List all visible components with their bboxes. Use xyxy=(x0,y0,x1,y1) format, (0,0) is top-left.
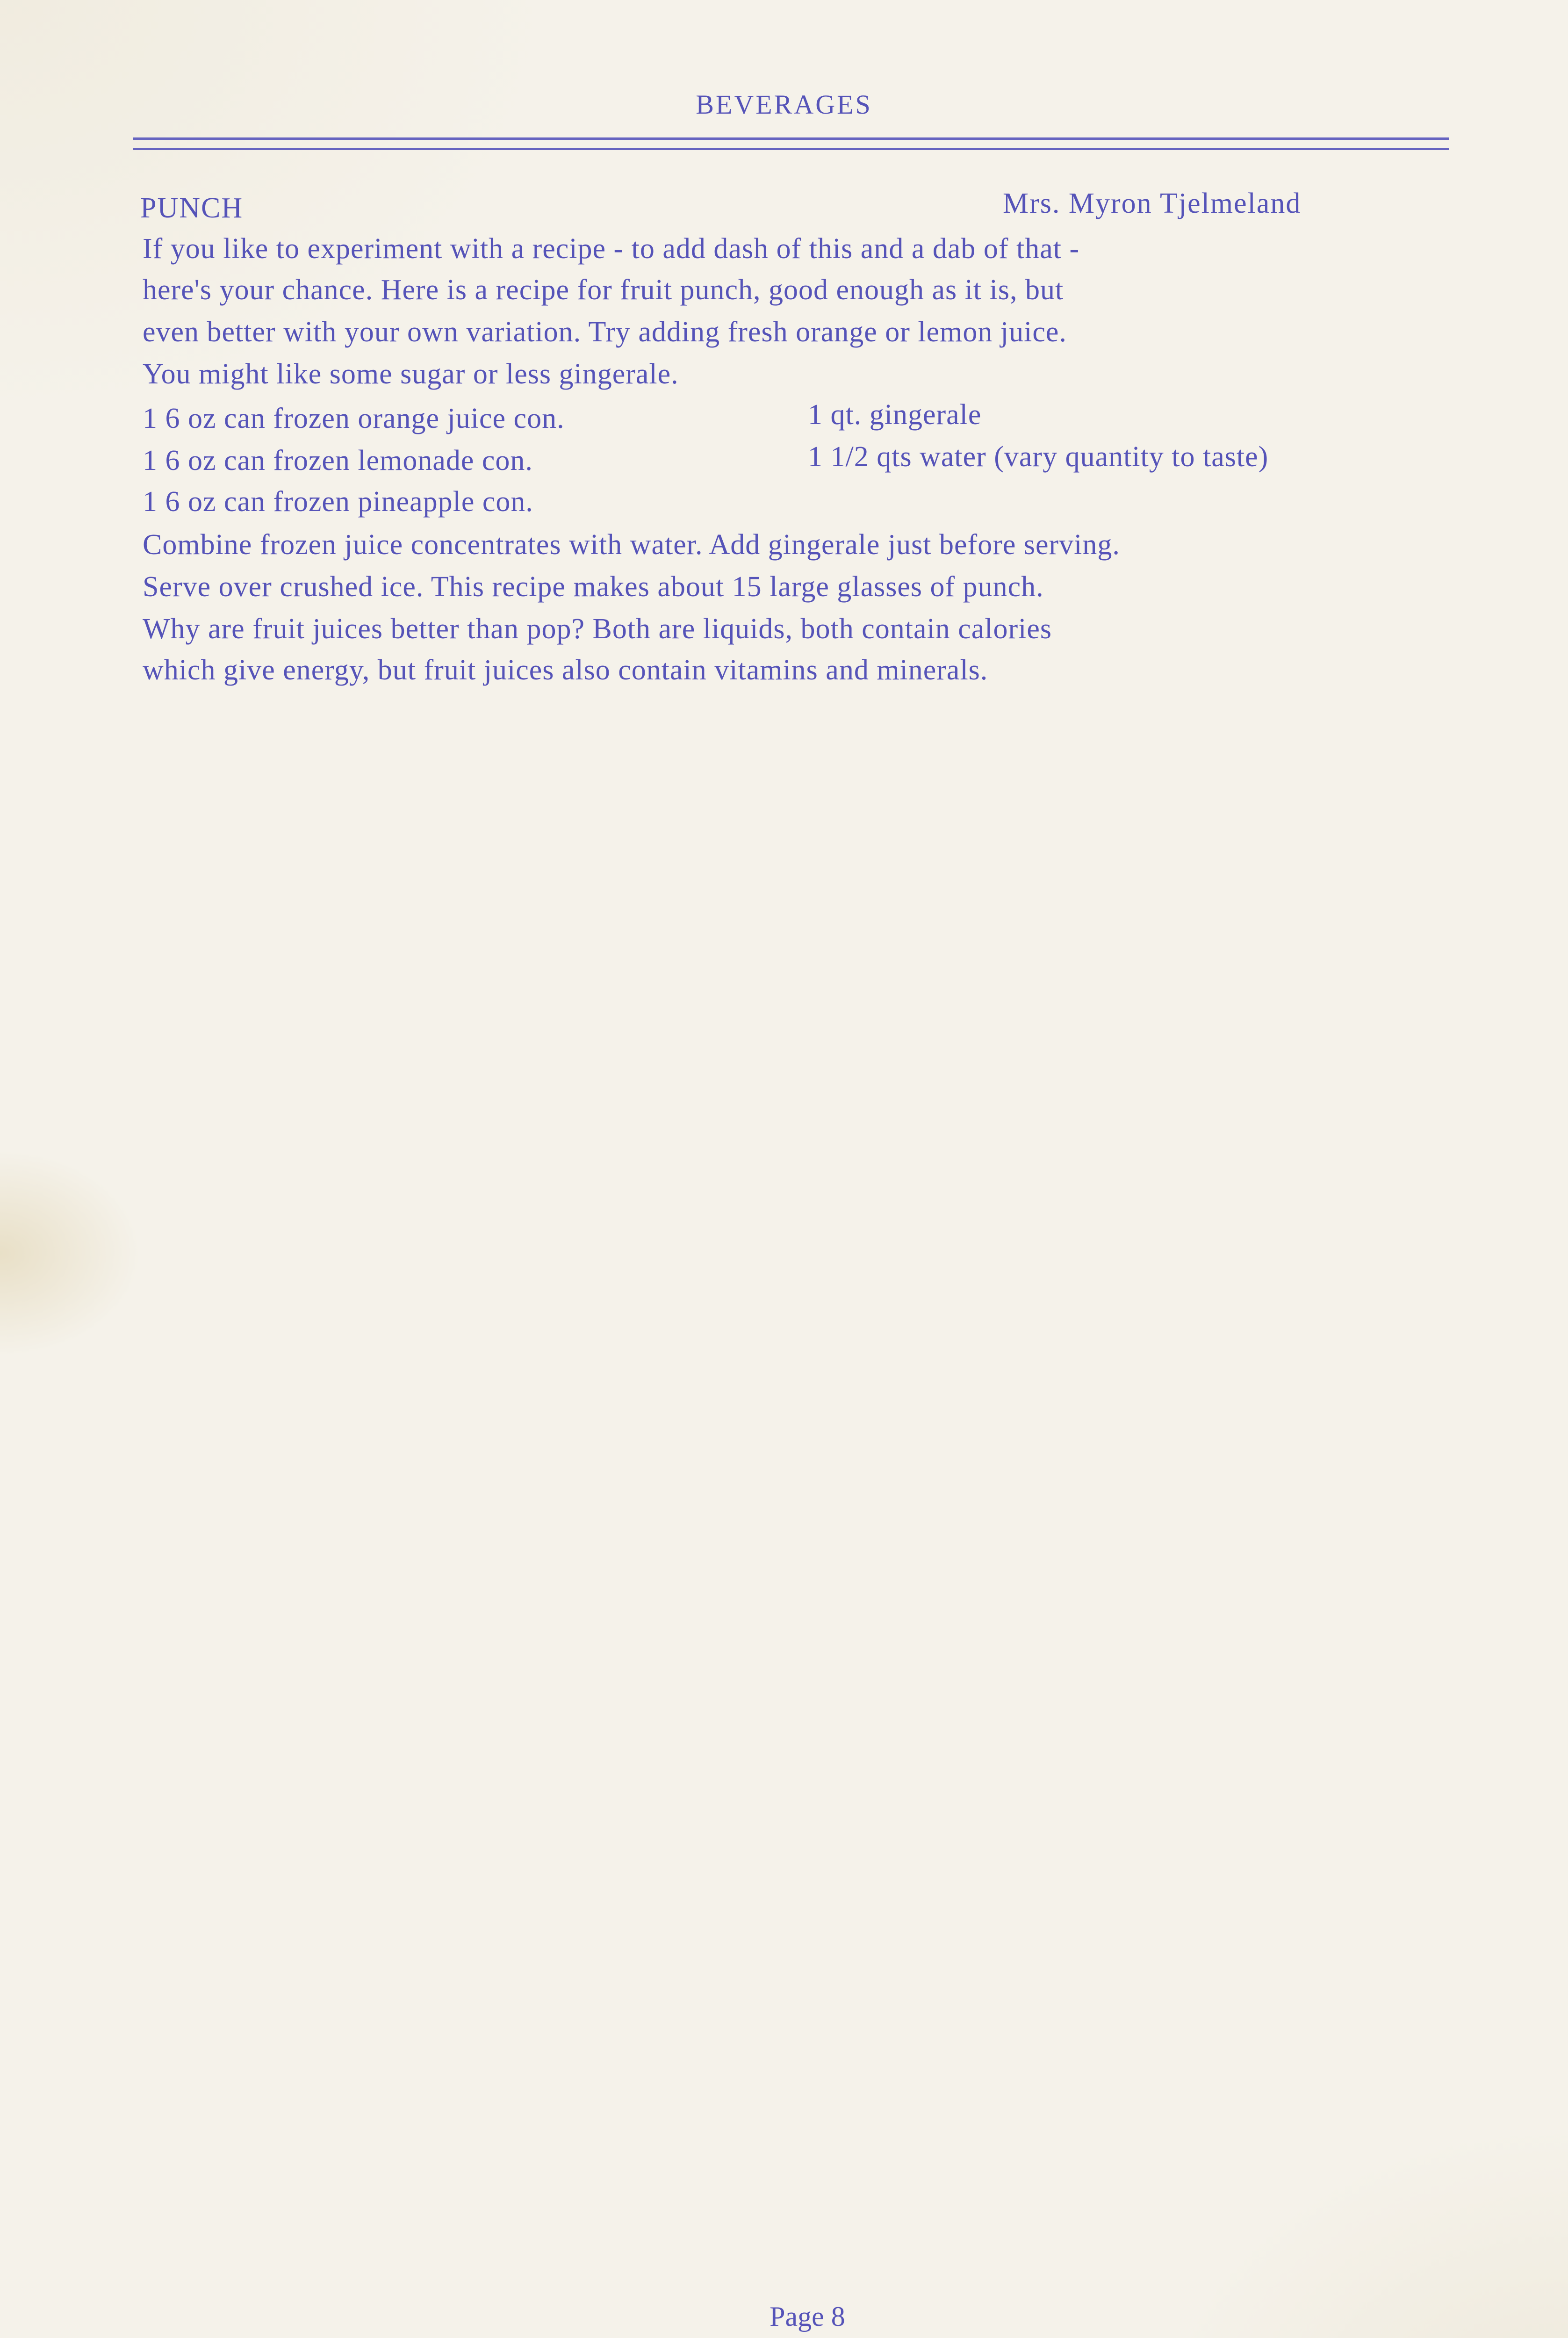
intro-line: here's your chance. Here is a recipe for fruit punch, good enough as it is, but xyxy=(143,274,1064,306)
ingredient-item: 1 qt. gingerale xyxy=(808,399,982,431)
ingredient-item: 1 6 oz can frozen pineapple con. xyxy=(143,486,533,518)
page-number: Page 8 xyxy=(770,2301,845,2332)
recipe-contributor: Mrs. Myron Tjelmeland xyxy=(1003,188,1302,219)
ingredient-item: 1 6 oz can frozen orange juice con. xyxy=(143,403,565,434)
ingredient-item: 1 6 oz can frozen lemonade con. xyxy=(143,445,533,476)
direction-line: Why are fruit juices better than pop? Both are liquids, both contain calories xyxy=(143,613,1052,645)
intro-line: If you like to experiment with a recipe - to add dash of this and a dab of that - xyxy=(143,233,1080,265)
header-rule-bottom xyxy=(133,148,1449,150)
direction-line: which give energy, but fruit juices also contain vitamins and minerals. xyxy=(143,654,988,686)
direction-line: Serve over crushed ice. This recipe makes about 15 large glasses of punch. xyxy=(143,571,1044,603)
section-title: BEVERAGES xyxy=(696,89,872,120)
recipe-title: PUNCH xyxy=(140,192,244,224)
ingredient-item: 1 1/2 qts water (vary quantity to taste) xyxy=(808,441,1269,473)
intro-line: even better with your own variation. Try adding fresh orange or lemon juice. xyxy=(143,316,1067,348)
intro-line: You might like some sugar or less gingerale. xyxy=(143,358,679,390)
direction-line: Combine frozen juice concentrates with water. Add gingerale just before serving. xyxy=(143,529,1120,561)
header-rule-top xyxy=(133,137,1449,140)
